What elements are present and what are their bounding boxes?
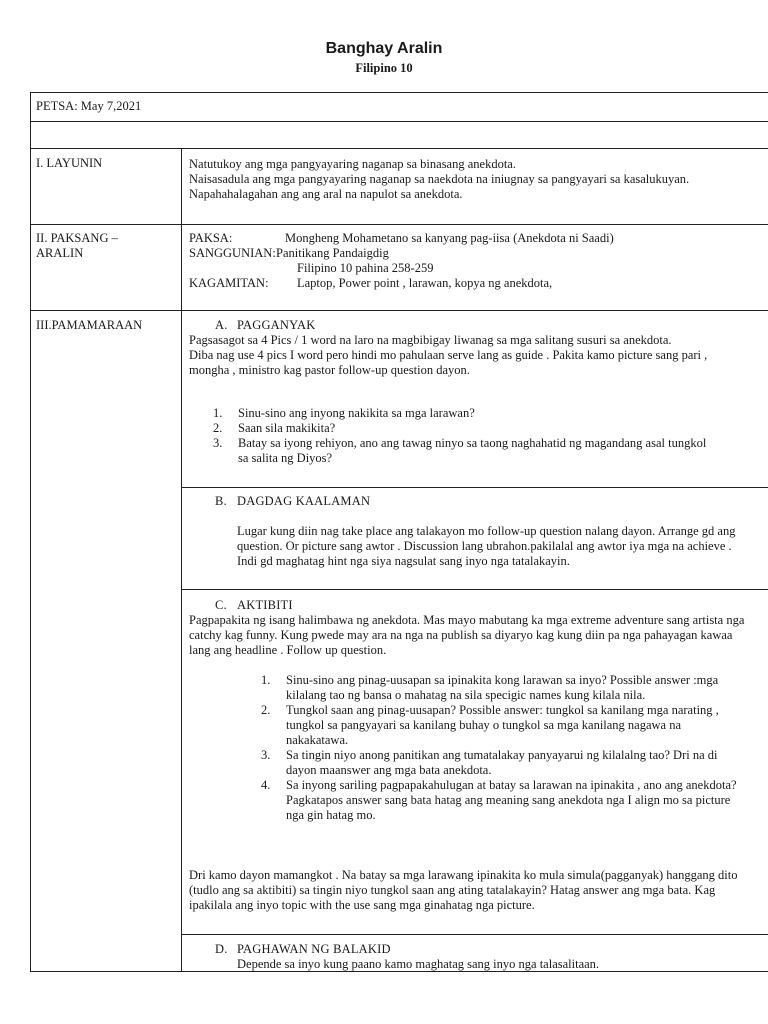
section-c-intro: Pagpapakita ng isang halimbawa ng anekdota. Mas mayo mabutang ka mga extreme adventure sang artista nga catchy kag funny. Kung pwede may ara na nga na publish sa diyaryo kag kung diin pa nga pahayagan kawaa lang ang headline . Follow up question. <box>189 613 745 657</box>
section-a-letter: A. <box>215 318 228 332</box>
section-a-heading: PAGGANYAK <box>237 318 316 332</box>
list-text: Saan sila makikita? <box>238 421 336 435</box>
section-c-closing: Dri kamo dayon mamangkot . Na batay sa mga larawang ipinakita ko mula simula(pagganyak) hanggang dito (tudlo ang sa aktibiti) sa tingin niyo tungkol saan ang ating tatalakayin? Hatag answer ang mga bata. Kag ipakilala ang inyo topic with the use sang mga ginahatag nga picture. <box>189 868 738 912</box>
sanggunian-value-2: Filipino 10 pahina 258-259 <box>297 261 434 275</box>
section-c-questions <box>261 673 741 823</box>
list-item <box>213 436 718 466</box>
list-text: Batay sa iyong rehiyon, ano ang tawag ninyo sa taong naghahatid ng magandang asal tungkol sa salita ng Diyos? <box>238 436 707 465</box>
row-divider <box>182 934 768 935</box>
paksang-label-line1: II. PAKSANG – <box>36 231 118 245</box>
layunin-label: I. LAYUNIN <box>36 156 103 170</box>
list-text: Sinu-sino ang pinag-uusapan sa ipinakita kong larawan sa inyo? Possible answer :mga kilalang tao ng bansa o mahatag na sila specigic names kung kilala nila. <box>286 673 719 702</box>
row-divider <box>30 310 768 311</box>
list-number: 2. <box>213 421 223 435</box>
list-text: Sinu-sino ang inyong nakikita sa mga larawan? <box>238 406 475 420</box>
list-item <box>213 421 718 436</box>
list-item <box>261 778 741 793</box>
list-number: 1. <box>213 406 223 420</box>
section-d-body: Depende sa inyo kung paano kamo maghatag sang inyo nga talasalitaan. <box>237 957 600 971</box>
kagamitan-label: KAGAMITAN: <box>189 276 269 290</box>
kagamitan-value: Laptop, Power point , larawan, kopya ng anekdota, <box>297 276 553 290</box>
list-number: 3. <box>261 748 271 762</box>
list-item <box>261 703 741 748</box>
list-number: 3. <box>213 436 223 450</box>
sanggunian-label: SANGGUNIAN: <box>189 246 276 260</box>
list-number: 2. <box>261 703 271 717</box>
list-number: 1. <box>261 673 271 687</box>
list-continuation: Pagkatapos answer sang bata hatag ang meaning sang anekdota nga I align mo sa picture nga gin hatag mo. <box>286 793 731 822</box>
row-divider <box>30 121 768 122</box>
section-a-para1: Pagsasagot sa 4 Pics / 1 word na laro na magbibigay liwanag sa mga salitang susuri sa anekdota. <box>189 333 672 347</box>
row-divider <box>30 224 768 225</box>
section-b-letter: B. <box>215 494 227 508</box>
row-divider <box>182 589 768 590</box>
document-subtitle: Filipino 10 <box>355 61 413 75</box>
paksang-label-line2: ARALIN <box>36 246 84 260</box>
section-a-questions <box>213 406 718 466</box>
list-number: 4. <box>261 778 271 792</box>
objective-line: Natutukoy ang mga pangyayaring naganap sa binasang anekdota. <box>189 157 516 171</box>
column-divider <box>181 148 182 972</box>
paksa-value: Mongheng Mohametano sa kanyang pag-iisa (Anekdota ni Saadi) <box>285 231 614 245</box>
list-item <box>261 748 741 778</box>
objective-line: Naisasadula ang mga pangyayaring naganap sa naekdota na iniugnay sa pangyayari sa kasalukuyan. <box>189 172 690 186</box>
section-d-letter: D. <box>215 942 228 956</box>
pamamaraan-label: III.PAMAMARAAN <box>36 318 143 332</box>
sanggunian-value: Panitikang Pandaigdig <box>276 246 389 260</box>
section-d-heading: PAGHAWAN NG BALAKID <box>237 942 391 956</box>
section-b-body: Lugar kung diin nag take place ang talakayon mo follow-up question nalang dayon. Arrange gd ang question. Or picture sang awtor . Discussion lang ubrahon.pakilalal ang awtor iya mga na achieve . Indi gd maghatag hint nga siya nagsulat sang inyo nga tatalakayin. <box>237 524 736 568</box>
section-c-heading: AKTIBITI <box>237 598 293 612</box>
list-text: Tungkol saan ang pinag-uusapan? Possible answer: tungkol sa kanilang mga narating , tungkol sa pangyayari sa kanilang buhay o tungkol sa mga kanilang nagawa na nakakatawa. <box>286 703 719 747</box>
list-item <box>261 673 741 703</box>
list-text: Sa tingin niyo anong panitikan ang tumatalakay panyayarui ng kilalalng tao? Dri na di dayon maanswer ang mga bata anekdota. <box>286 748 718 777</box>
list-text: Sa inyong sariling pagpapakahulugan at batay sa larawan na ipinakita , ano ang anekdota? <box>286 778 737 792</box>
list-item <box>213 406 718 421</box>
row-divider <box>30 148 768 149</box>
section-c-letter: C. <box>215 598 227 612</box>
petsa-date: PETSA: May 7,2021 <box>36 99 142 113</box>
objective-line: Napahahalagahan ang ang aral na napulot sa anekdota. <box>189 187 463 201</box>
paksa-label: PAKSA: <box>189 231 233 245</box>
section-b-heading: DAGDAG KAALAMAN <box>237 494 371 508</box>
document-title: Banghay Aralin <box>325 40 443 57</box>
row-divider <box>182 487 768 488</box>
section-a-body <box>189 333 744 378</box>
section-a-para2: Diba nag use 4 pics I word pero hindi mo pahulaan serve lang as guide . Pakita kamo picture sang pari , mongha , ministro kag pastor follow-up question dayon. <box>189 348 708 377</box>
layunin-objectives <box>189 157 754 202</box>
